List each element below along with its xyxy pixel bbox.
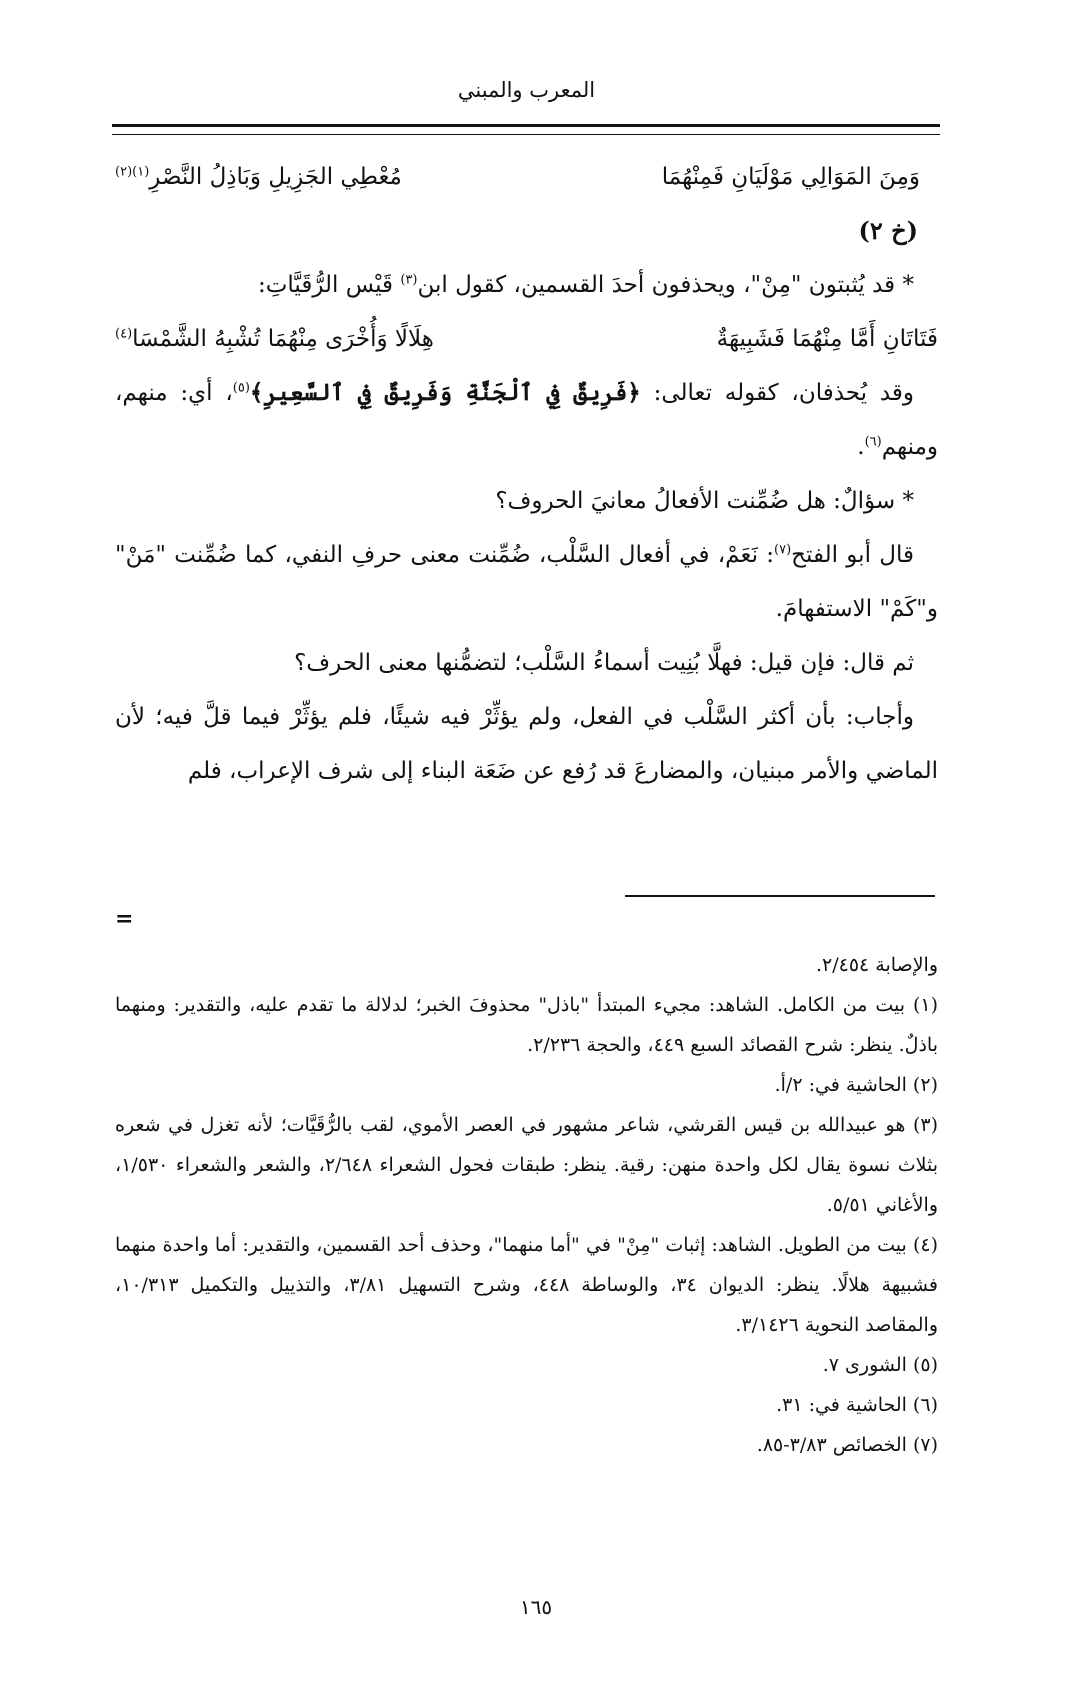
paragraph-question: * سؤالٌ: هل ضُمِّنت الأفعالُ معانيَ الحروف؟ xyxy=(495,488,914,514)
footnote-7: (٧) الخصائص ٣/٨٣-٨٥. xyxy=(756,1434,938,1456)
quran-verse: ﴿فَرِيقٌ فِي ٱلْجَنَّةِ وَفَرِيقٌ فِي ٱلسَّعِيرِ﴾ xyxy=(249,379,641,406)
footnote-ref: (١)(٢) xyxy=(115,164,150,180)
verse-hemistich-1: فَتَاتَانِ أَمَّا مِنْهُمَا فَشَبِيهَةٌ xyxy=(716,326,938,352)
verse-hemistich-2-text: مُعْطِي الجَزِيلِ وَبَاذِلُ النَّصْرِ xyxy=(149,164,402,190)
footnote-continued: والإصابة ٢/٤٥٤. xyxy=(815,954,938,976)
footnotes xyxy=(115,945,938,1465)
header-rule-thin xyxy=(112,134,940,135)
manuscript-marker: (خ ٢) xyxy=(858,216,918,245)
paragraph-1-text-b: قَيْس الرُّقَيَّاتِ: xyxy=(258,272,401,298)
paragraph-5: ثم قال: فإن قيل: فهلَّا بُنِيت أسماءُ السَّلْب؛ لتضمُّنها معنى الحرف؟ xyxy=(294,650,914,676)
paragraph-2-text-c: . xyxy=(857,434,865,460)
footnote-ref: (٦) xyxy=(864,434,882,450)
footnote-ref: (٥) xyxy=(232,380,250,396)
paragraph-2-text-a: وقد يُحذفان، كقوله تعالى: xyxy=(640,380,915,406)
footnote-4: (٤) بيت من الطويل. الشاهد: إثبات "مِنْ" في "أما منهما"، وحذف أحد القسمين، والتقدير: أما واحدة منهما فشبيهة هلالًا. ينظر: الديوان ٣٤، والوساطة ٤٤٨، وشرح التسهيل ٣/٨١، والتذييل والتكميل ١٠/٣١٣، والمقاصد النحوية ٣/١٤٢٦. xyxy=(115,1234,939,1336)
footnote-ref: (٣) xyxy=(400,272,418,288)
footnote-ref: (٧) xyxy=(774,542,792,558)
footnote-3: (٣) هو عبيدالله بن قيس القرشي، شاعر مشهور في العصر الأموي، لقب بالرُّقَيَّات؛ لأنه تغزل في شعره بثلاث نسوة يقال لكل واحدة منهن: رقية. ينظر: طبقات فحول الشعراء ٢/٦٤٨، والشعر والشعراء ١/٥٣٠، والأغاني ٥/٥١. xyxy=(115,1114,938,1216)
footnote-5: (٥) الشورى ٧. xyxy=(822,1354,938,1376)
main-text xyxy=(115,150,938,798)
running-header: المعرب والمبني xyxy=(457,78,596,102)
footnote-ref: (٤) xyxy=(115,326,133,342)
verse-hemistich-2 xyxy=(115,312,502,366)
page-number: ١٦٥ xyxy=(519,1595,553,1619)
header-rule-thick xyxy=(112,124,940,127)
paragraph-4-text-b: : نَعَمْ، في أفعال السَّلْب، ضُمِّنت معنى حرفِ النفي، كما ضُمِّنت "مَنْ" و"كَمْ" الاستفهامَ. xyxy=(115,542,938,622)
footnote-separator xyxy=(625,895,935,897)
footnote-6: (٦) الحاشية في: ٣١. xyxy=(776,1394,938,1416)
verse-hemistich-2 xyxy=(115,150,493,204)
paragraph-6: وأجاب: بأن أكثر السَّلْب في الفعل، ولم يؤثِّرْ فيه شيئًا، فلم يؤثِّرْ فيما قلَّ فيه؛ لأن الماضي والأمر مبنيان، والمضارعَ قد رُفع عن ضَعَة البناء إلى شرف الإعراب، فلم xyxy=(115,704,938,784)
footnote-1: (١) بيت من الكامل. الشاهد: مجيء المبتدأ "باذل" محذوفَ الخبر؛ لدلالة ما تقدم عليه، والتقدير: ومنهما باذلٌ. ينظر: شرح القصائد السبع ٤٤٩، والحجة ٢/٢٣٦. xyxy=(115,994,938,1056)
paragraph-1 xyxy=(115,258,938,312)
paragraph-4 xyxy=(115,528,938,636)
paragraph-4-text-a: قال أبو الفتح xyxy=(791,542,914,568)
verse-hemistich-1: وَمِنَ المَوَالِي مَوْلَيَانِ فَمِنْهُمَا xyxy=(661,164,920,190)
footnote-continuation-mark: = xyxy=(115,906,134,932)
verse-hemistich-2-text: هِلَالًا وَأُخْرَى مِنْهُمَا تُشْبِهُ الشَّمْسَا xyxy=(132,326,434,352)
poetry-verse-1 xyxy=(115,150,938,204)
paragraph-2-text-b: ، أي: منهم، ومنهم xyxy=(115,380,938,460)
footnote-2: (٢) الحاشية في: ٢/أ. xyxy=(774,1074,938,1096)
poetry-verse-2 xyxy=(115,312,938,366)
paragraph-2 xyxy=(115,366,938,474)
paragraph-1-text-a: * قد يُثبتون "مِنْ"، ويحذفون أحدَ القسمين، كقول ابن xyxy=(417,272,914,298)
